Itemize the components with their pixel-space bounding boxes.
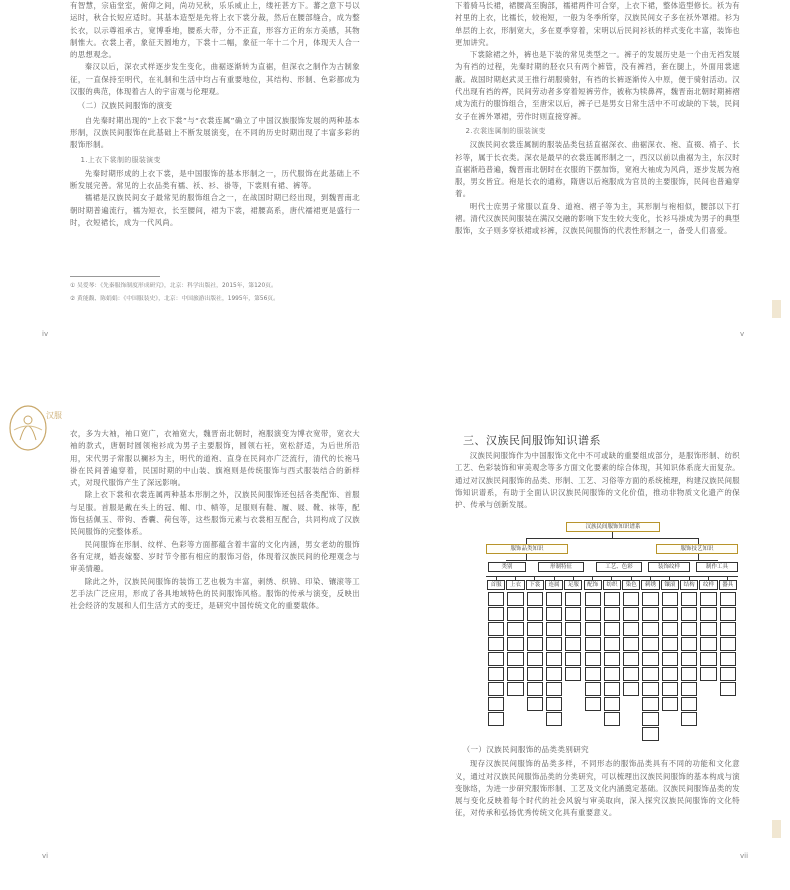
- diagram-cell: [681, 607, 697, 621]
- diagram-cell: [585, 592, 601, 606]
- diagram-leaf-node: 纹样: [699, 580, 717, 590]
- paragraph: 明代士庶男子常服以直身、道袍、褶子等为主，其形制与袍相似，腰部以下打褶。清代汉族民间服装在满汉交融的影响下发生较大变化，长衫马褂成为男子的典型服饰，女子则多穿袄裙或衫裤，汉族民间服饰的代表性形制之一，备受人们喜爱。: [455, 201, 740, 236]
- connector: [631, 576, 632, 580]
- diagram-cell: [546, 712, 562, 726]
- diagram-cell: [527, 697, 543, 711]
- diagram-cell: [642, 652, 658, 666]
- diagram-cell: [681, 697, 697, 711]
- logo-text: 汉服: [46, 411, 62, 420]
- paragraph: 现存汉族民间服饰的品类多样，不同形态的服饰品类具有不同的功能和文化意义，通过对汉族民间服饰品类的分类研究，可以梳理出汉族民间服饰的基本构成与演变脉络，为进一步研究服饰形制、工艺及文化内涵奠定基础。汉族民间服饰品类的发展与变化反映着每个时代的社会风貌与审美取向，深入探究汉族民间服饰的文化特征，对传承和弘扬优秀传统文化具有重要意义。: [455, 759, 740, 818]
- diagram-cell: [642, 697, 658, 711]
- diagram-cell: [507, 637, 523, 651]
- page-number: vii: [740, 852, 749, 860]
- diagram-cell: [623, 637, 639, 651]
- diagram-cell: [507, 652, 523, 666]
- diagram-cell: [565, 667, 581, 681]
- bottom-right-intro: [455, 450, 740, 518]
- diagram-leaf-node: 刺绣: [641, 580, 659, 590]
- diagram-cell: [642, 712, 658, 726]
- diagram-cell: [720, 682, 736, 696]
- diagram-cell: [527, 592, 543, 606]
- connector: [506, 560, 718, 561]
- diagram-cell: [681, 622, 697, 636]
- page-bottom-left: [70, 428, 370, 868]
- diagram-cell: [546, 667, 562, 681]
- section-heading: （一）汉族民间服饰的品类类别研究: [462, 745, 589, 754]
- diagram-cell: [507, 682, 523, 696]
- paragraph: 襦裙是汉族民间女子最常见的服饰组合之一，在战国时期已经出现，到魏晋南北朝时期普遍流行，襦为短衣，长至腰间，裙为下裳，裙腰高系，唐代襦裙更是盛行一时，衣短裙长，成为一代风尚。: [70, 193, 360, 228]
- diagram-cell: [681, 652, 697, 666]
- diagram-cell: [507, 622, 523, 636]
- diagram-cell: [527, 607, 543, 621]
- diagram-cell: [700, 622, 716, 636]
- connector: [554, 576, 555, 580]
- paragraph: 除上衣下裳和衣裳连属两种基本形制之外，汉族民间服饰还包括各类配饰、首服与足服。首服是戴在头上的冠、帽、巾、帻等，足服则有鞋、履、屐、靴、袜等，配饰包括佩玉、带钩、香囊、荷包等，这些服饰元素与衣裳相互配合，共同构成了汉族民间服饰的完整体系。: [70, 490, 360, 537]
- connector: [708, 576, 709, 580]
- diagram-cell: [700, 637, 716, 651]
- diagram-cell: [507, 607, 523, 621]
- diagram-cell: [700, 667, 716, 681]
- diagram-leaf-node: 染色: [622, 580, 640, 590]
- diagram-cell: [488, 712, 504, 726]
- diagram-cell: [604, 592, 620, 606]
- subsection-heading: 2.衣裳连属制的服装演变: [465, 126, 546, 135]
- diagram-leaf-node: 器具: [719, 580, 737, 590]
- diagram-leaf-node: 结构: [680, 580, 698, 590]
- page-number: vi: [42, 852, 49, 860]
- edge-tab: [772, 300, 781, 318]
- decorative-logo-icon: [6, 400, 70, 456]
- diagram-leaf-node: 镶滚: [661, 580, 679, 590]
- diagram-cell: [585, 697, 601, 711]
- diagram-leaf-node: 配饰: [584, 580, 602, 590]
- diagram-cell: [720, 652, 736, 666]
- diagram-cell: [585, 667, 601, 681]
- diagram-cell: [585, 622, 601, 636]
- diagram-cell: [642, 622, 658, 636]
- diagram-cell: [585, 682, 601, 696]
- diagram-cell: [527, 652, 543, 666]
- page-top-left: [70, 0, 370, 345]
- diagram-cell: [720, 592, 736, 606]
- diagram-cell: [681, 712, 697, 726]
- diagram-cell: [507, 667, 523, 681]
- diagram-cell: [700, 607, 716, 621]
- diagram-cell: [700, 652, 716, 666]
- diagram-cell: [642, 637, 658, 651]
- paragraph: 秦汉以后，深衣式样逐步发生变化，曲裾逐渐转为直裾，但深衣之制作为古制象征，一直保持至明代，在礼制和生活中均占有重要地位，其结构、形制、色彩都成为汉服的典范，体现着古人的宇宙观与伦理观。: [70, 62, 360, 97]
- diagram-cell: [585, 607, 601, 621]
- subsection-heading: 1.上衣下裳制的服装演变: [80, 155, 161, 164]
- diagram-node: 装饰纹样: [648, 562, 690, 572]
- paragraph: 先秦时期形成的上衣下裳，是中国服饰的基本形制之一，历代服饰在此基础上不断发展完善。常见的上衣品类有襦、袄、衫、褂等，下裳则有裙、裤等。: [70, 168, 360, 191]
- diagram-cell: [700, 592, 716, 606]
- diagram-cell: [546, 682, 562, 696]
- connector: [573, 576, 574, 580]
- diagram-cell: [488, 697, 504, 711]
- connector: [534, 576, 535, 580]
- diagram-node: 服饰品类知识: [486, 544, 568, 554]
- diagram-node: 形制特征: [538, 562, 584, 572]
- diagram-cell: [585, 652, 601, 666]
- diagram-cell: [546, 697, 562, 711]
- diagram-leaf-node: 足服: [564, 580, 582, 590]
- diagram-cell: [623, 652, 639, 666]
- diagram-cell: [604, 637, 620, 651]
- diagram-cell: [642, 607, 658, 621]
- diagram-cell: [662, 592, 678, 606]
- footnotes: [70, 282, 360, 322]
- paragraph: 有智慧，宗庙堂室，俯仰之间，尚功兄秋，乐乐威止上，缕衽甚方下。蕃之意下号以运时，秋合长短应适时。其基本造型是先将上衣下裳分裁，然后在腰部缝合，成为整长衣，以示尊祖承古，宽博垂地，腰系大带，分不正直，形容方正的东方美感，其物制惟大。衣裳上者，象征天圆地方，下裳十二幅，象征一年十二个月，体现天人合一的思想观念。: [70, 1, 360, 60]
- footnote-rule: [70, 276, 160, 277]
- diagram-leaf-node: 上衣: [506, 580, 524, 590]
- diagram-cell: [488, 637, 504, 651]
- diagram-cell: [623, 667, 639, 681]
- diagram-cell: [720, 637, 736, 651]
- bottom-right-section: [455, 742, 740, 862]
- diagram-leaf-node: 连属: [545, 580, 563, 590]
- diagram-cell: [604, 667, 620, 681]
- connector: [515, 576, 516, 580]
- connector: [592, 576, 593, 580]
- diagram-cell: [565, 652, 581, 666]
- diagram-cell: [604, 682, 620, 696]
- diagram-cell: [681, 592, 697, 606]
- knowledge-tree-diagram: [486, 522, 738, 738]
- diagram-cell: [720, 607, 736, 621]
- diagram-cell: [488, 682, 504, 696]
- diagram-cell: [527, 682, 543, 696]
- bottom-left-body: [70, 428, 360, 863]
- section-heading: （二）汉族民间服饰的演变: [77, 101, 173, 111]
- diagram-cell: [662, 637, 678, 651]
- diagram-leaf-node: 下裳: [526, 580, 544, 590]
- diagram-cell: [681, 667, 697, 681]
- connector: [650, 576, 651, 580]
- diagram-cell: [662, 607, 678, 621]
- diagram-cell: [662, 652, 678, 666]
- chapter-heading: 三、汉族民间服饰知识谱系: [463, 434, 601, 447]
- diagram-cell: [546, 637, 562, 651]
- connector: [611, 576, 612, 580]
- diagram-cell: [681, 637, 697, 651]
- top-left-body: [70, 0, 360, 300]
- diagram-cell: [604, 712, 620, 726]
- diagram-cell: [623, 592, 639, 606]
- diagram-cell: [662, 622, 678, 636]
- diagram-cell: [642, 682, 658, 696]
- paragraph: 汉族民间衣裳连属制的服装品类包括直裾深衣、曲裾深衣、袍、直裰、褙子、长衫等，属于长衣类。深衣是最早的衣裳连属形制之一，西汉以前以曲裾为主，东汉时直裾渐趋普遍，魏晋南北朝时在衣服的下摆加饰，宽袍大袖成为风尚，逐步发展为袍服，男女皆宜。袍是长衣的通称，隋唐以后袍服成为官员的主要服饰，民间也普遍穿着。: [455, 140, 740, 199]
- diagram-cell: [662, 697, 678, 711]
- footnote: ① 吴爱琴：《先秦服饰制度形成研究》，北京：科学出版社，2015年，第120页。: [70, 283, 277, 289]
- diagram-cell: [546, 652, 562, 666]
- connector: [526, 538, 698, 539]
- page-number: v: [740, 330, 745, 338]
- diagram-cell: [507, 592, 523, 606]
- page-number: iv: [42, 330, 49, 338]
- diagram-cell: [527, 637, 543, 651]
- connector: [496, 576, 497, 580]
- diagram-cell: [720, 667, 736, 681]
- diagram-cell: [681, 682, 697, 696]
- paragraph: 汉族民间服饰作为中国服饰文化中不可或缺的重要组成部分，是服饰形制、纺织工艺、色彩装饰和审美观念等多方面文化要素的综合体现，其知识体系庞大而复杂。通过对汉族民间服饰的品类、形制、工艺、习俗等方面的系统梳理，构建汉族民间服饰知识谱系，有助于全面认识汉族民间服饰的文化价值，推动非物质文化遗产的保护、传承与创新发展。: [455, 451, 740, 510]
- diagram-node: 工艺、色彩: [596, 562, 642, 572]
- diagram-cell: [488, 667, 504, 681]
- page-top-right: [455, 0, 745, 345]
- diagram-cell: [623, 622, 639, 636]
- top-right-body: [455, 0, 740, 330]
- diagram-cell: [720, 622, 736, 636]
- edge-tab: [772, 820, 781, 838]
- footnote: ② 黄能馥、陈娟娟：《中国服装史》，北京：中国旅游出版社，1995年，第56页。: [70, 296, 279, 302]
- paragraph: 自先秦时期出现的“上衣下裳”与“衣裳连属”确立了中国汉族服饰发展的两种基本形制，汉族民间服饰在此基础上不断发展演变，在不同的历史时期出现了丰富多彩的服饰形制。: [70, 115, 360, 150]
- paragraph: 下着骑马长裙，裙腰高至胸部，襦裙两件可合穿，上衣下裙，整体造型修长。袄为有衬里的上衣，比襦长，较袍短，一般为冬季所穿，汉族民间女子多在袄外罩裙。衫为单层的上衣，形制宽大，多在夏季穿着，宋明以后民间衫袄的样式变化丰富，装饰也更加讲究。: [455, 1, 740, 47]
- diagram-node: 服饰技艺知识: [656, 544, 738, 554]
- diagram-cell: [585, 637, 601, 651]
- diagram-cell: [604, 697, 620, 711]
- diagram-leaf-node: 纺织: [603, 580, 621, 590]
- diagram-cell: [488, 622, 504, 636]
- diagram-cell: [527, 667, 543, 681]
- diagram-cell: [488, 652, 504, 666]
- diagram-cell: [604, 622, 620, 636]
- paragraph: 民间服饰在形制、纹样、色彩等方面都蕴含着丰富的文化内涵，男女老幼的服饰各有定规，婚丧嫁娶、岁时节令都有相应的服饰习俗，体现着汉族民间的伦理观念与审美情趣。: [70, 539, 360, 574]
- diagram-cell: [565, 592, 581, 606]
- paragraph: 除此之外，汉族民间服饰的装饰工艺也极为丰富，刺绣、织锦、印染、镶滚等工艺手法广泛应用，形成了各具地域特色的民间服饰风格。服饰的传承与演变，反映出社会经济的发展和人们生活方式的变迁，是研究中国传统文化的重要载体。: [70, 576, 360, 611]
- diagram-cell: [642, 727, 658, 741]
- connector: [727, 576, 728, 580]
- diagram-cell: [488, 592, 504, 606]
- connector: [689, 576, 690, 580]
- diagram-cell: [527, 622, 543, 636]
- diagram-cell: [604, 607, 620, 621]
- diagram-cell: [565, 607, 581, 621]
- paragraph: 衣，多为大袖，袖口宽广，衣袖宽大，魏晋南北朝时，袍服演变为博衣宽带，宽衣大袖的款式，唐朝时圆领袍衫成为男子主要服饰，圆领右衽，宽松舒适，为后世所沿用，宋代男子常服以襕衫为主，明代的道袍、直身在民间亦广泛流行，清代的长袍马褂在民间普遍穿着，民国时期的中山装、旗袍则是传统服饰与西式服装结合的新样式，对现代服饰产生了深远影响。: [70, 429, 360, 488]
- diagram-cell: [546, 607, 562, 621]
- diagram-cell: [604, 652, 620, 666]
- diagram-cell: [565, 622, 581, 636]
- diagram-cell: [662, 682, 678, 696]
- diagram-cell: [565, 637, 581, 651]
- diagram-cell: [546, 622, 562, 636]
- diagram-cell: [623, 607, 639, 621]
- diagram-node: 制作工具: [696, 562, 738, 572]
- diagram-cell: [662, 667, 678, 681]
- diagram-node: 类别: [488, 562, 526, 572]
- diagram-cell: [546, 592, 562, 606]
- paragraph: 下裳除裙之外，裤也是下装的常见类型之一。裤子的发展历史是一个由无裆发展为有裆的过程，先秦时期的胫衣只有两个裤管，没有裤裆，套在腿上，外面用裳遮蔽。战国时期赵武灵王推行胡服骑射，有裆的长裤逐渐传入中原，便于骑射活动。汉代出现有裆的裈，民间劳动者多穿着短裤劳作，被称为犊鼻裈，魏晋南北朝时期裤褶成为流行的服饰组合，至唐宋以后，裤子已是男女日常生活中不可或缺的下装，民间女子在裤外罩裙，劳作时则直接穿裤。: [455, 50, 740, 121]
- diagram-cell: [642, 667, 658, 681]
- diagram-leaf-node: 首服: [487, 580, 505, 590]
- diagram-cell: [642, 592, 658, 606]
- diagram-cell: [623, 682, 639, 696]
- diagram-cell: [488, 607, 504, 621]
- diagram-root-node: 汉族民间服饰知识谱系: [566, 522, 660, 532]
- connector: [669, 576, 670, 580]
